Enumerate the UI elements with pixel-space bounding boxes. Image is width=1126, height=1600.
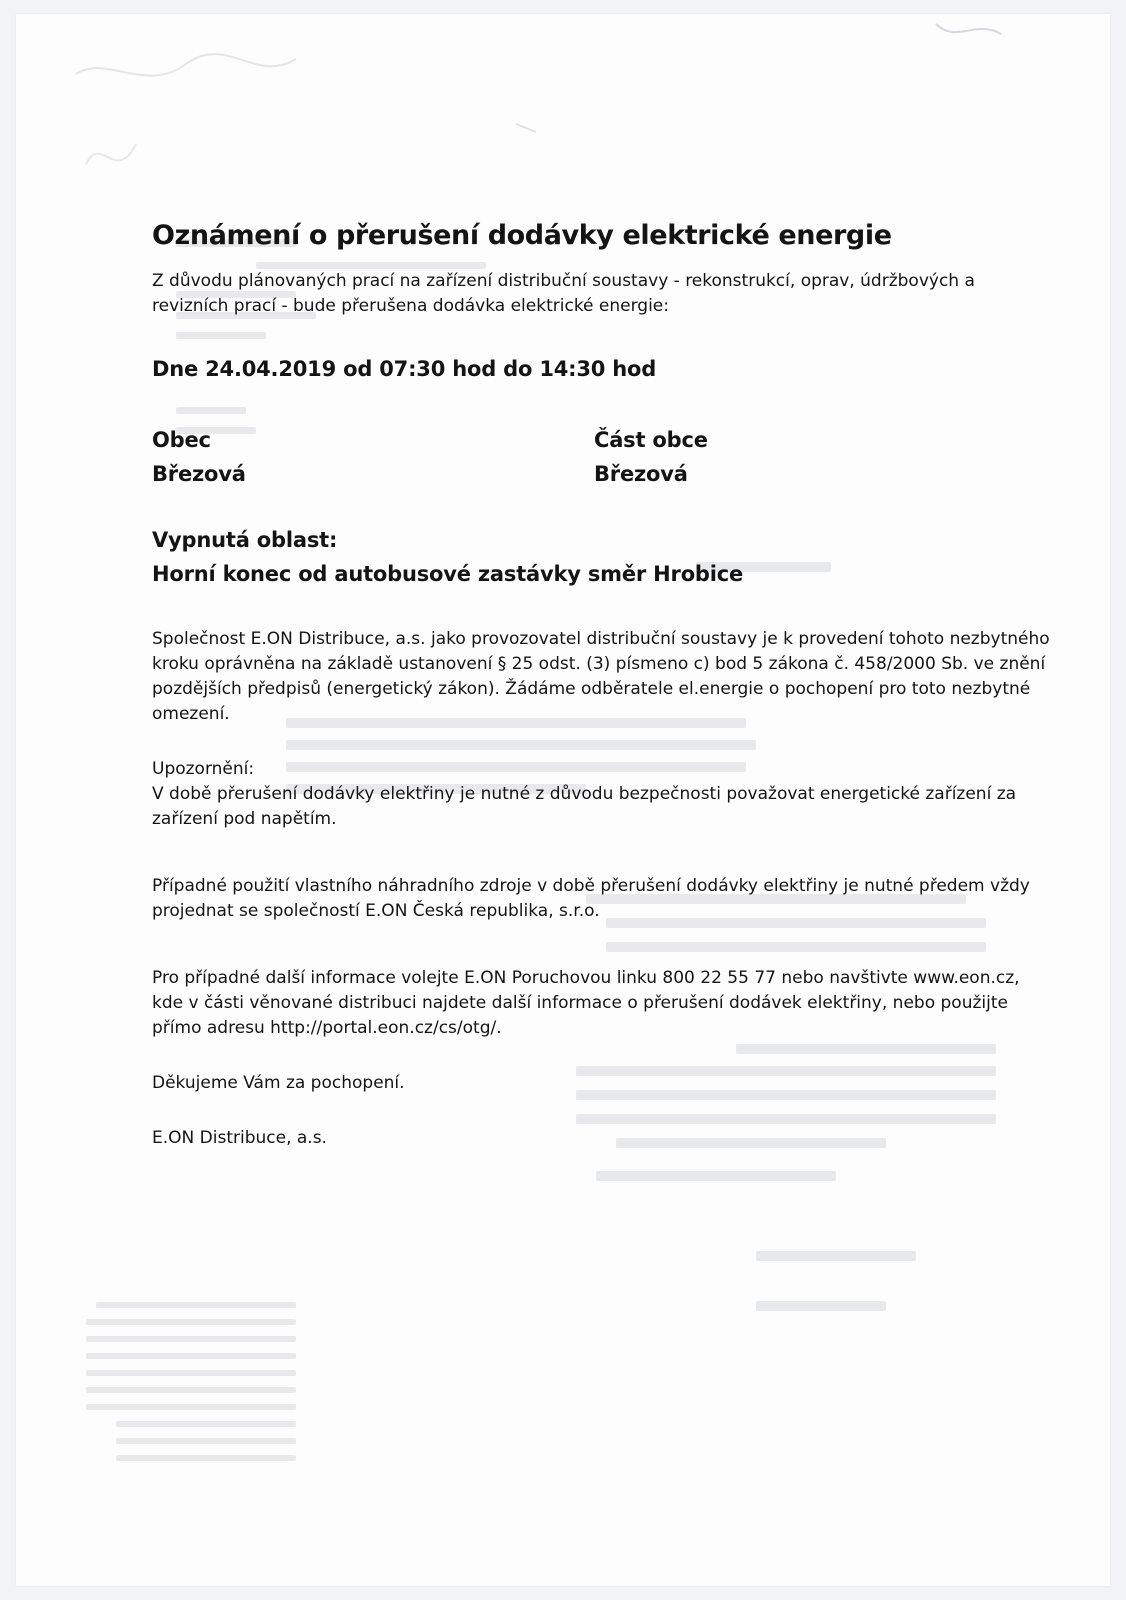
- municipality-value: Březová: [152, 462, 246, 486]
- warning-block: [152, 757, 1052, 832]
- warning-text: V době přerušení dodávky elektřiny je nutné z důvodu bezpečnosti považovat energetické zařízení za zařízení pod napětím.: [152, 784, 1017, 829]
- warning-label: Upozornění:: [152, 759, 255, 779]
- notice-content: [152, 220, 1052, 1151]
- affected-area-label: Vypnutá oblast:: [152, 528, 338, 552]
- thanks-line: Děkujeme Vám za pochopení.: [152, 1073, 405, 1093]
- location-grid: [152, 423, 1052, 491]
- backup-source-paragraph: Případné použití vlastního náhradního zdroje v době přerušení dodávky elektřiny je nutné předem vždy projednat se společností E.ON Česká republika, s.r.o.: [152, 876, 1030, 921]
- intro-paragraph: Z důvodu plánovaných prací na zařízení distribuční soustavy - rekonstrukcí, oprav, údržbových a revizních prací - bude přerušena dodávka elektrické energie:: [152, 271, 975, 316]
- page-title: Oznámení o přerušení dodávky elektrické energie: [152, 220, 892, 251]
- affected-area-value: Horní konec od autobusové zastávky směr Hrobice: [152, 562, 744, 586]
- contact-paragraph: Pro případné další informace volejte E.ON Poruchovou linku 800 22 55 77 nebo navštivte www.eon.cz, kde v části věnované distribuci najdete další informace o přerušení dodávek elektřiny, nebo použijte přímo adresu http://portal.eon.cz/cs/otg/.: [152, 968, 1020, 1038]
- outage-date: Dne 24.04.2019 od 07:30 hod do 14:30 hod: [152, 357, 657, 381]
- municipality-label: Obec: [152, 428, 211, 452]
- affected-area: [152, 523, 1052, 591]
- municipality-part-label: Část obce: [594, 428, 708, 452]
- signature: E.ON Distribuce, a.s.: [152, 1128, 327, 1148]
- municipality-part-value: Březová: [594, 462, 688, 486]
- legal-paragraph: Společnost E.ON Distribuce, a.s. jako provozovatel distribuční soustavy je k provedení tohoto nezbytného kroku oprávněna na základě ustanovení § 25 odst. (3) písmeno c) bod 5 zákona č. 458/2000 Sb. ve znění pozdějších předpisů (energetický zákon). Žádáme odběratele el.energie o pochopení pro toto nezbytné omezení.: [152, 629, 1050, 724]
- document-page: [16, 14, 1110, 1586]
